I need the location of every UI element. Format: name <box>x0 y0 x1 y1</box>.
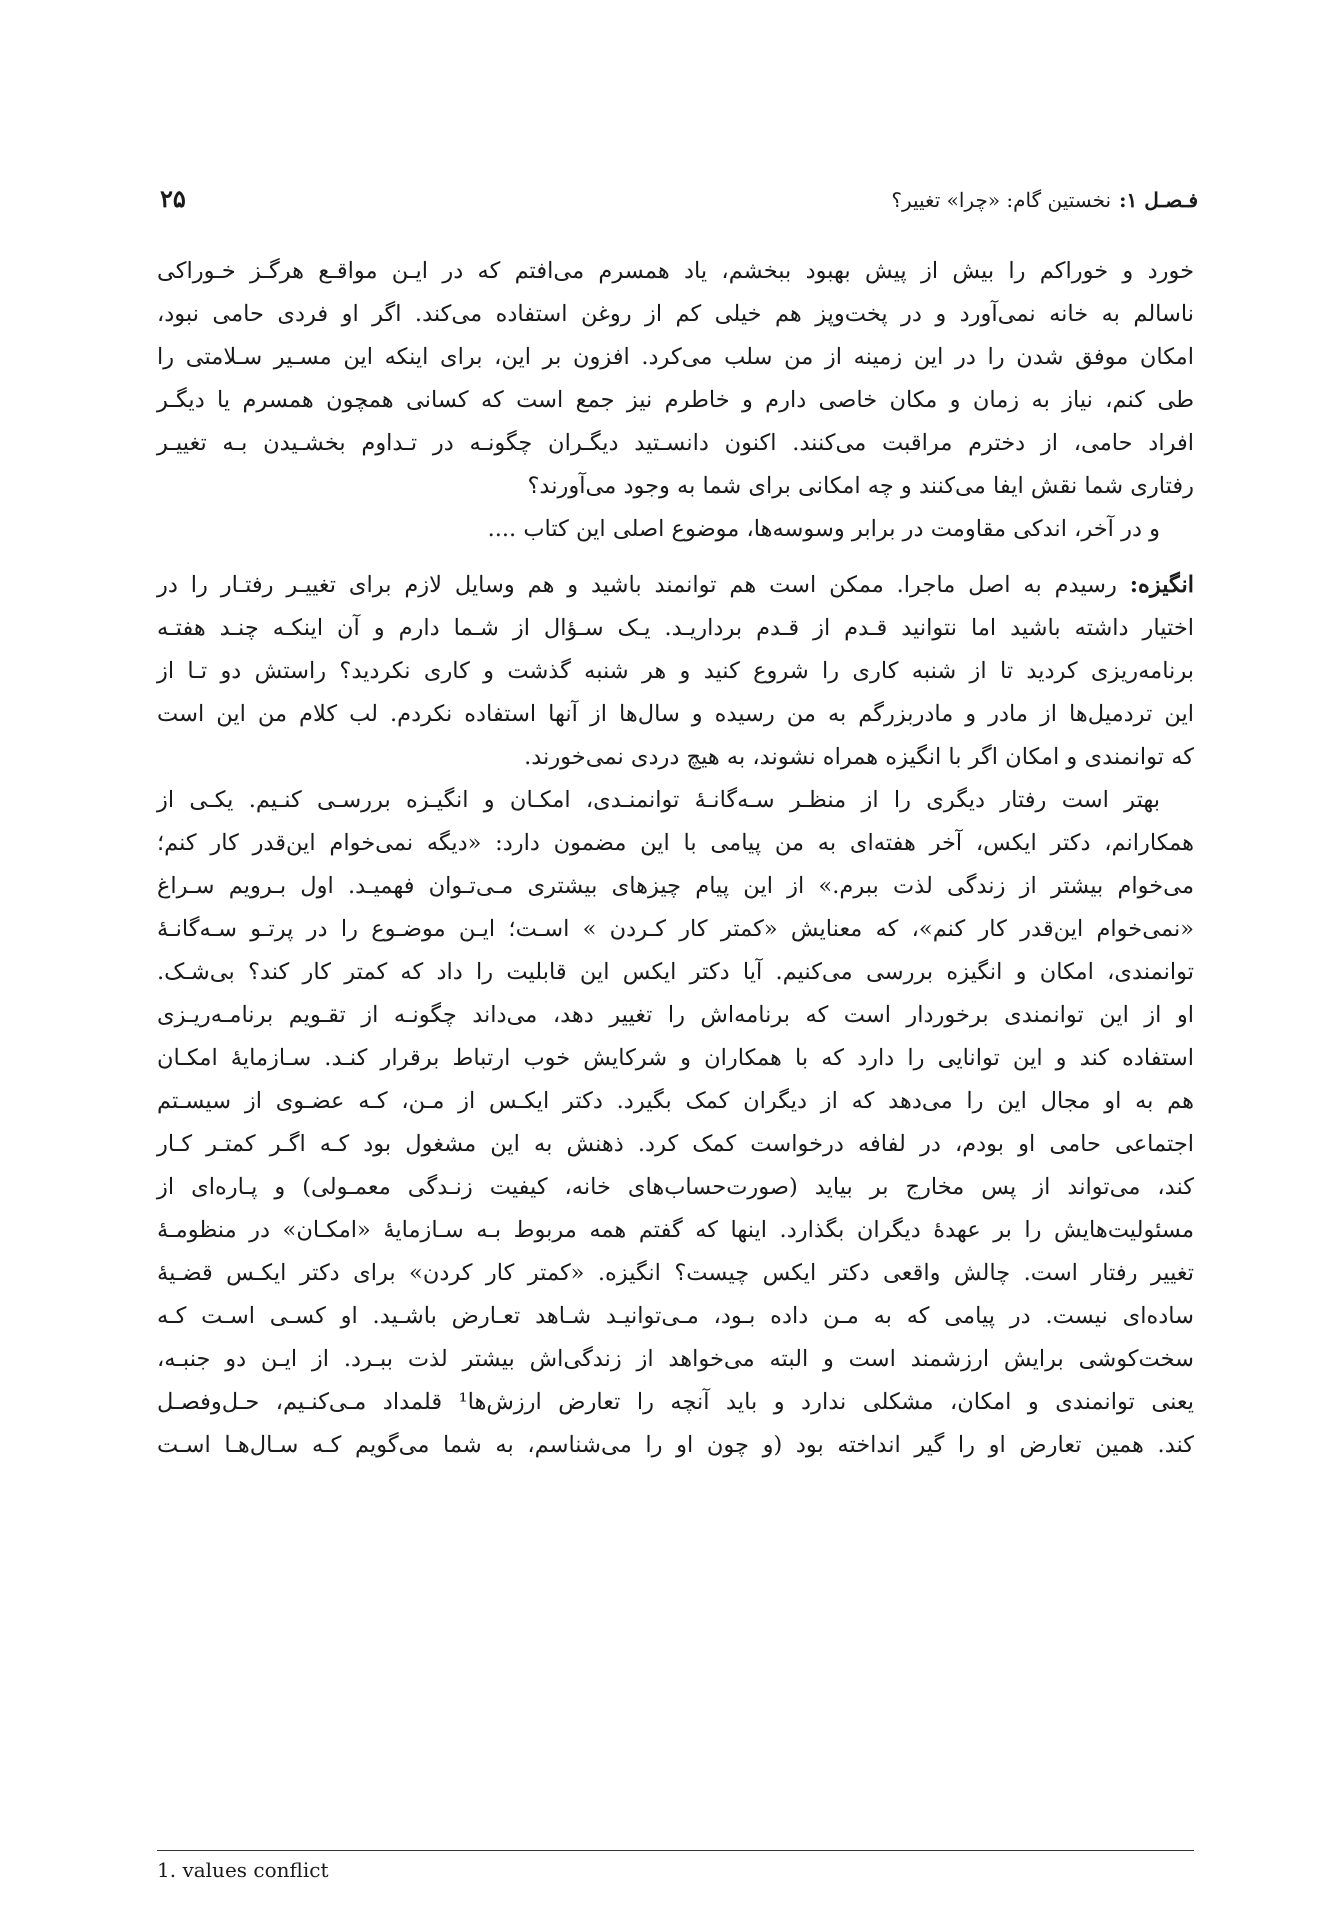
text-line: که توانمندی و امکان اگر با انگیزه همراه نشوند، به هیچ دردی نمی‌خورند. <box>524 744 1194 770</box>
text-line: بهتر است رفتار دیگری را از منظـر سـه‌گانـهٔ توانمنـدی، امکـان و انگیـزه بررسـی کنـیم. یکـی از <box>157 787 1160 813</box>
text-line: «نمی‌خوام این‌قدر کار کنم»، که معنایش «کمتر کار کـردن » اسـت؛ ایـن موضـوع را در پرتـو سـه‌گانـهٔ <box>157 916 1194 942</box>
text-line: مسئولیت‌هایش را بر عهدهٔ دیگران بگذارد. اینها که گفتم همه مربوط بـه سـازمایهٔ «امکـان» در منظومـهٔ <box>157 1217 1194 1243</box>
text-line: طی کنم، نیاز به زمان و مکان خاصی دارم و خاطرم نیز جمع است که کسانی همچون همسرم یا دیگـر <box>157 387 1194 413</box>
text-line: امکان موفق شدن را در این زمینه از من سلب می‌کرد. افزون بر این، برای اینکه این مسـیر سـلامتی را <box>157 344 1194 370</box>
text-line-content: رسیدم به اصل ماجرا. ممکن است هم توانمند باشید و هم وسایل لازم برای تغییـر رفتـار را در <box>157 572 1117 598</box>
text-line: او از این توانمندی برخوردار است که برنامه‌اش را تغییر دهد، می‌داند چگونـه از تقـویم برنامـه‌ریـزی <box>157 1002 1194 1028</box>
text-line: خورد و خوراکم را بیش از پیش بهبود ببخشم، یاد همسرم می‌افتم که در ایـن مواقـع هرگـز خـوراکی <box>157 258 1194 284</box>
text-line: کند، می‌تواند از پس مخارج بر بیاید (صورت‌حساب‌های خانه، کیفیت زنـدگی معمـولی) و پـاره‌ای از <box>157 1174 1194 1200</box>
text-line: رفتاری شما نقش ایفا می‌کنند و چه امکانی برای شما به وجود می‌آورند؟ <box>527 473 1194 499</box>
text-line: کند. همین تعارض او را گیر انداخته بود (و چون او را می‌شناسم، به شما می‌گویم کـه سـال‌هـا اسـت <box>157 1432 1194 1458</box>
footnote: 1. values conflict <box>157 1858 329 1882</box>
text-line: توانمندی، امکان و انگیزه بررسی می‌کنیم. آیا دکتر ایکس این قابلیت را داد که کمتر کار کند؟ بی‌شـک. <box>157 959 1194 985</box>
text-line: می‌خوام بیشتر از زندگی لذت ببرم.» از این پیام چیزهای بیشتری مـی‌تـوان فهمیـد. اول بـرویم سـراغ <box>157 873 1194 899</box>
text-line: اجتماعی حامی او بودم، در لفافه درخواست کمک کرد. ذهنش به این مشغول بود کـه اگـر کمتـر کـار <box>157 1131 1194 1157</box>
section-lead: انگیزه: <box>1129 572 1194 598</box>
text-line: برنامه‌ریزی کردید تا از شنبه کاری را شروع کنید و هر شنبه گذشت و کاری نکردید؟ راستش دو تـا از <box>157 658 1194 684</box>
running-header <box>148 180 1198 220</box>
text-line: اختیار داشته باشید اما نتوانید قـدم از قـدم برداریـد. یـک سـؤال از شـما دارم و آن اینکـه چنـد هفتـه <box>157 615 1194 641</box>
text-line: یعنی توانمندی و امکان، مشکلی ندارد و باید آنچه را تعارض ارزش‌ها¹ قلمداد مـی‌کنـیم، حـل‌وفصـل <box>157 1389 1194 1415</box>
text-line: ساده‌ای نیست. در پیامی که به مـن داده بـود، مـی‌توانیـد شـاهد تعـارض باشـید. او کسـی اسـت کـه <box>157 1303 1194 1329</box>
text-line: همکارانم، دکتر ایکس، آخر هفته‌ای به من پیامی با این مضمون دارد: «دیگه نمی‌خوام این‌قدر کار کنم؛ <box>157 830 1194 856</box>
text-line: ناسالم به خانه نمی‌آورد و در پخت‌وپز هم خیلی کم از روغن استفاده می‌کند. اگر او فردی حامی نبود، <box>157 301 1194 327</box>
chapter-label: فـصـل ۱: <box>1119 188 1198 212</box>
chapter-title: نخستین گام: «چرا» تغییر؟ <box>891 188 1112 212</box>
text-line: این تردمیل‌ها از مادر و مادربزرگم به من رسیده و سال‌ها از آنها استفاده نکردم. لب کلام من این است <box>157 701 1194 727</box>
text-line: هم به او مجال این را می‌دهد که از دیگران کمک بگیرد. دکتر ایکـس از مـن، کـه عضـوی از سیسـتم <box>157 1088 1194 1114</box>
text-line: تغییر رفتار است. چالش واقعی دکتر ایکس چیست؟ انگیزه. «کمتر کار کردن» برای دکتر ایکـس قضـیهٔ <box>157 1260 1194 1286</box>
text-line: افراد حامی، از دخترم مراقبت می‌کنند. اکنون دانسـتید دیگـران چگونـه در تـداوم بخشـیدن بـه تغییـر <box>157 430 1194 456</box>
text-line: استفاده کند و این توانایی را دارد که با همکاران و شرکایش خوب ارتباط برقرار کنـد. سـازمایهٔ امکـان <box>157 1045 1194 1071</box>
footnote-divider <box>157 1850 1194 1851</box>
text-line <box>157 564 1194 607</box>
text-line: سخت‌کوشی برایش ارزشمند است و البته می‌خواهد از زندگی‌اش بیشتر لذت ببـرد. از ایـن دو جنبـه، <box>157 1346 1194 1372</box>
text-line: و در آخر، اندکی مقاومت در برابر وسوسه‌ها، موضوع اصلی این کتاب .... <box>487 516 1160 542</box>
page-number: ۲۵ <box>160 184 186 213</box>
body-text <box>157 250 1194 1467</box>
